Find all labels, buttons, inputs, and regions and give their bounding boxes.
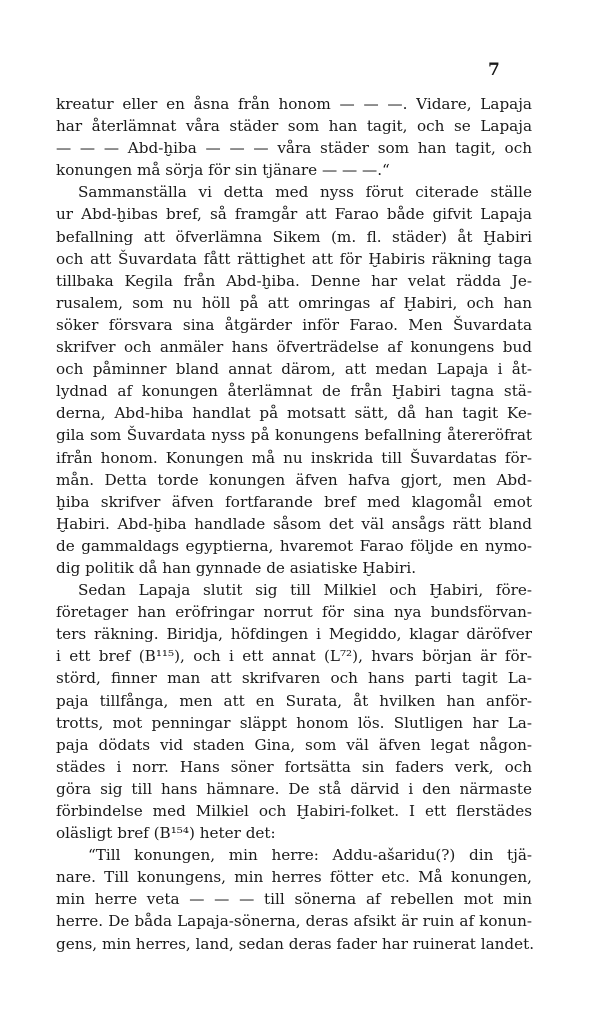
text-line: derna, Abd-hiba handlat på motsatt sätt, då han tagit Ke- <box>56 404 532 423</box>
text-line: rusalem, som nu höll på att omringas af Ḫabiri, och han <box>56 293 532 312</box>
text-line: konungen må sörja för sin tjänare — — —.“ <box>56 161 390 180</box>
text-line: paja dödats vid staden Gina, som väl äfven legat någon- <box>56 735 532 754</box>
text-line: företager han eröfringar norrut för sina nya bundsförvan- <box>56 603 532 622</box>
text-line: — — — Abd-ḫiba — — — våra städer som han tagit, och <box>56 139 532 158</box>
text-line: Ḫabiri. Abd-ḫiba handlade såsom det väl ansågs rätt bland <box>56 514 532 533</box>
text-line: mån. Detta torde konungen äfven hafva gjort, men Abd- <box>56 470 532 489</box>
text-line: och påminner bland annat därom, att medan Lapaja i åt- <box>56 360 532 379</box>
text-line: skrifver och anmäler hans öfverträdelse af konungens bud <box>56 338 532 357</box>
text-line: paja tillfånga, men att en Surata, åt hvilken han anför- <box>56 691 532 710</box>
page-number: 7 <box>488 60 500 80</box>
text-line: kreatur eller en åsna från honom — — —. Vidare, Lapaja <box>56 95 532 113</box>
text-line: gens, min herres, land, sedan deras fader har ruinerat landet. <box>56 934 535 953</box>
text-line: ters räkning. Biridja, höfdingen i Megiddo, klagar däröfver <box>56 625 532 644</box>
text-line: dig politik då han gynnade de asiatiske Ḫabiri. <box>56 558 417 577</box>
text-line: göra sig till hans hämnare. De stå därvid i den närmaste <box>56 779 532 798</box>
text-line: “Till konungen, min herre: Addu-ašaridu(?) din tjä- <box>88 846 532 865</box>
text-line: i ett bref (B¹¹⁵), och i ett annat (L⁷²), hvars början är för- <box>56 647 532 666</box>
text-line: Sedan Lapaja slutit sig till Milkiel och Ḫabiri, före- <box>78 581 532 600</box>
text-line: söker försvara sina åtgärder inför Farao. Men Šuvardata <box>56 315 532 334</box>
text-line: lydnad af konungen återlämnat de från Ḫabiri tagna stä- <box>56 382 532 401</box>
text-line: tillbaka Kegila från Abd-ḫiba. Denne har velat rädda Je- <box>56 271 532 290</box>
text-line: Sammanställa vi detta med nyss förut citerade ställe <box>78 183 532 202</box>
text-line: störd, finner man att skrifvaren och hans parti tagit La- <box>56 669 532 688</box>
text-line: min herre veta — — — till sönerna af rebellen mot min <box>56 890 532 909</box>
text-line: oläsligt bref (B¹⁵⁴) heter det: <box>56 824 276 843</box>
text-line: gila som Šuvardata nyss på konungens befallning återeröfrat <box>56 426 532 445</box>
text-line: befallning att öfverlämna Sikem (m. fl. städer) åt Ḫabiri <box>56 227 532 246</box>
text-line: herre. De båda Lapaja-sönerna, deras afsikt är ruin af konun- <box>56 912 532 931</box>
text-line: och att Šuvardata fått rättighet att för Ḫabiris räkning taga <box>56 249 532 268</box>
body-text <box>56 93 535 955</box>
text-line: nare. Till konungens, min herres fötter etc. Må konungen, <box>56 868 532 887</box>
text-line: trotts, mot penningar släppt honom lös. Slutligen har La- <box>56 713 532 732</box>
text-line: ifrån honom. Konungen må nu inskrida till Šuvardatas för- <box>56 448 532 467</box>
text-line: har återlämnat våra städer som han tagit, och se Lapaja <box>56 117 532 136</box>
text-line: ḫiba skrifver äfven fortfarande bref med klagomål emot <box>56 492 532 511</box>
text-line: förbindelse med Milkiel och Ḫabiri-folket. I ett flerstädes <box>56 802 532 820</box>
text-line: städes i norr. Hans söner fortsätta sin faders verk, och <box>56 757 532 776</box>
text-line: de gammaldags egyptierna, hvaremot Farao följde en nymo- <box>56 536 532 555</box>
text-line: ur Abd-ḫibas bref, så framgår att Farao både gifvit Lapaja <box>56 205 532 224</box>
